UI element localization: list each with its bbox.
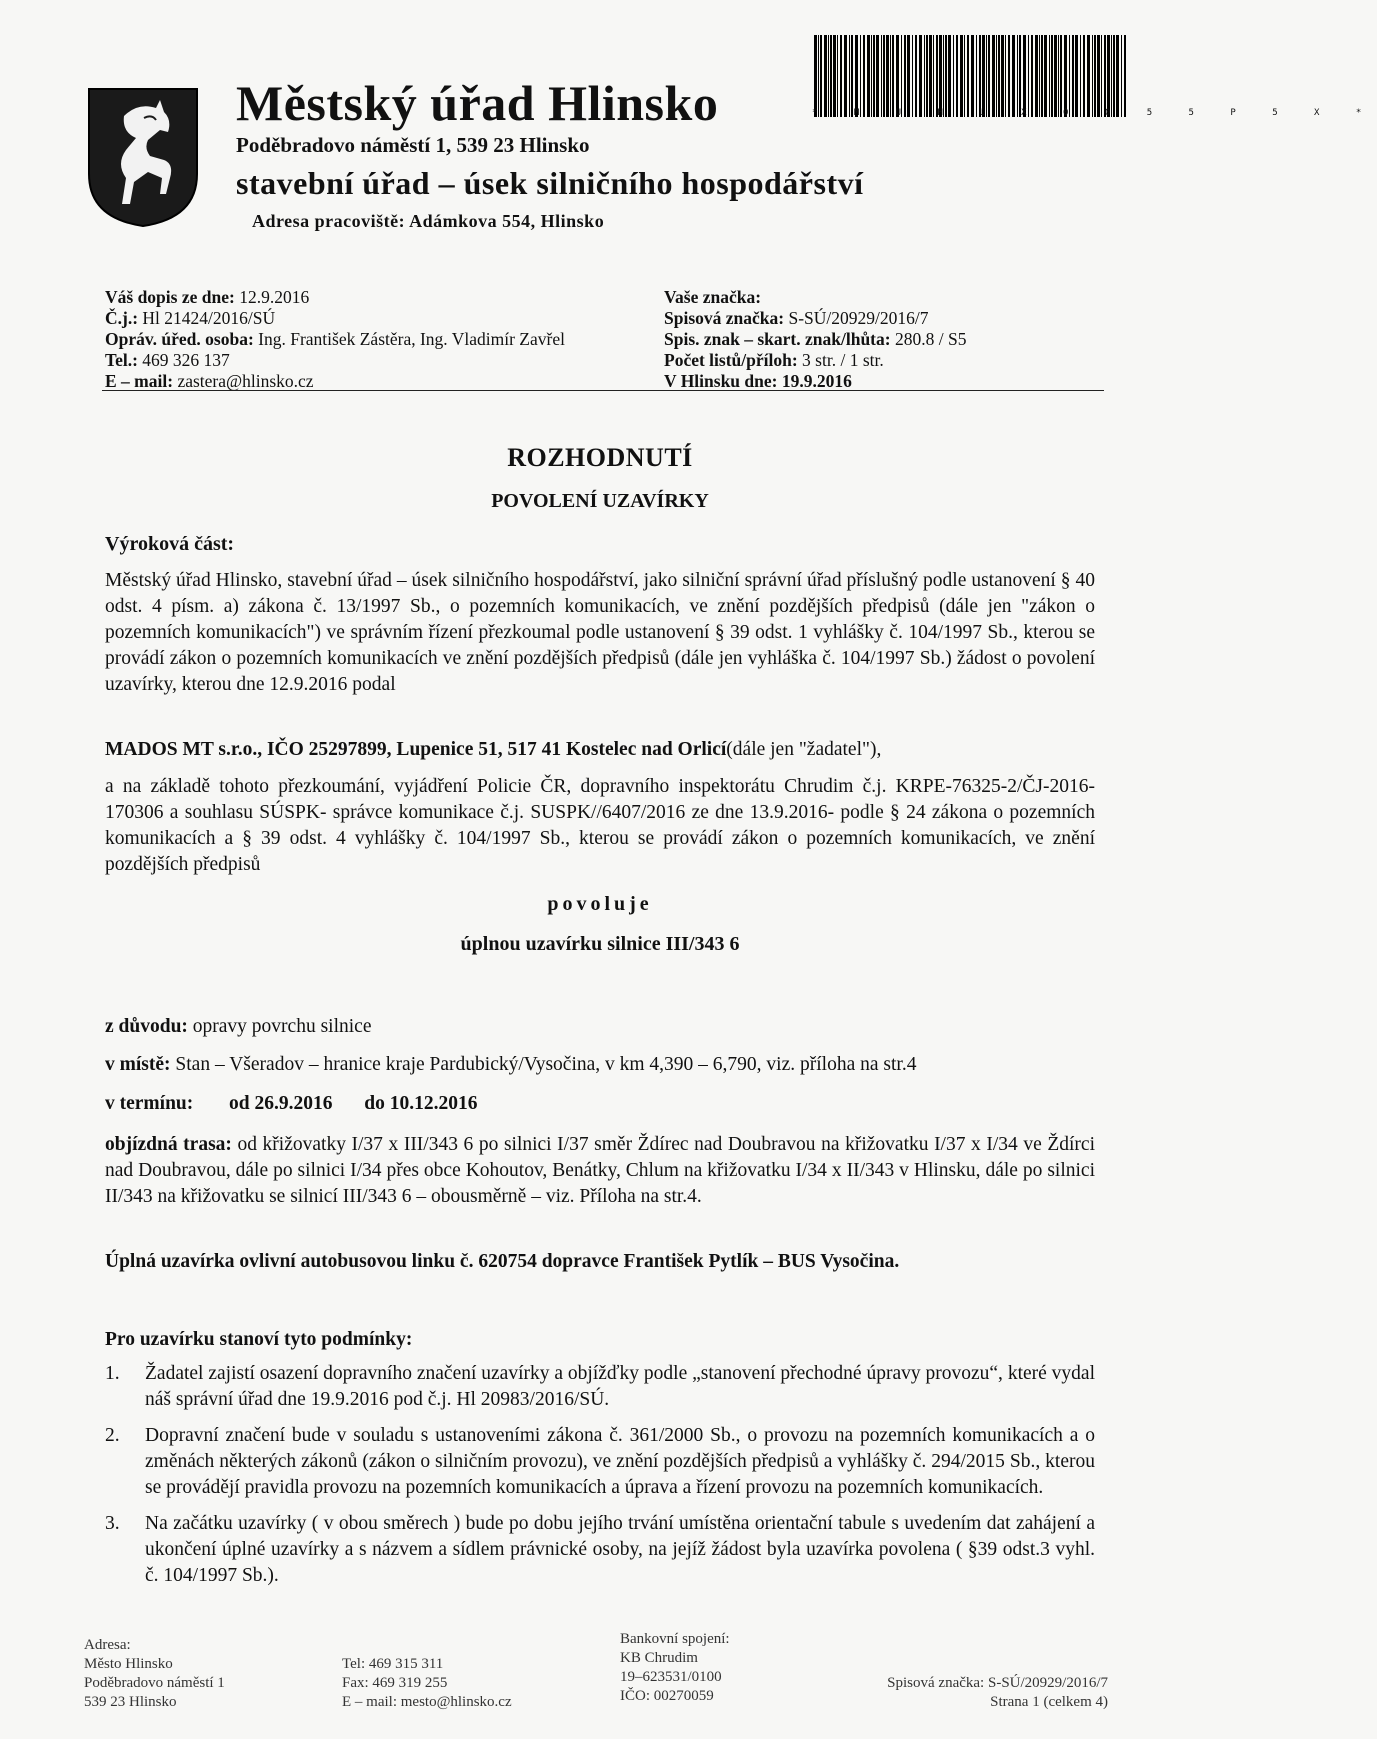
footer-line: Poděbradovo náměstí 1 [84, 1675, 225, 1691]
header-divider [102, 390, 1104, 391]
barcode-bar [1121, 35, 1122, 117]
barcode-bar [1008, 35, 1010, 117]
barcode-bar [883, 35, 885, 117]
barcode-bar [896, 35, 899, 117]
barcode-bar [1101, 35, 1102, 117]
work-address: Adresa pracoviště: Adámkova 554, Hlinsko [252, 211, 605, 231]
reference-label: Váš dopis ze dne: [105, 287, 235, 307]
reference-label: V Hlinsku dne: 19.9.2016 [664, 371, 852, 391]
reference-row [105, 371, 565, 392]
barcode-bar [863, 35, 865, 117]
reference-right [664, 287, 966, 392]
barcode-bar [964, 35, 965, 117]
term-from: od 26.9.2016 [229, 1093, 333, 1114]
barcode-bar [1041, 35, 1043, 117]
term-row [105, 1093, 478, 1115]
barcode-bar [929, 35, 932, 117]
barcode-bar [986, 35, 987, 117]
footer-line: 19–623531/0100 [620, 1669, 722, 1685]
barcode-bar [1080, 35, 1081, 117]
place-label: v místě: [105, 1054, 171, 1075]
footer-line: Bankovní spojení: [620, 1631, 730, 1647]
footer-file [830, 1636, 1108, 1712]
barcode-bar [926, 35, 928, 117]
barcode-bar [833, 35, 836, 117]
barcode-bar [1023, 35, 1026, 117]
reference-row [105, 308, 565, 329]
barcode-bar [1104, 35, 1106, 117]
footer-line: Tel: 469 315 311 [342, 1656, 444, 1672]
barcode-bar [976, 35, 977, 117]
barcode-bar [860, 35, 861, 117]
reference-row [105, 329, 565, 350]
barcode-bar [1087, 35, 1090, 117]
barcode-bar [1005, 35, 1006, 117]
barcode-bar [1097, 35, 1100, 117]
barcode-bar [1092, 35, 1093, 117]
barcode-bar [945, 35, 947, 117]
barcode-bar [867, 35, 870, 117]
footer-line: Adresa: [84, 1637, 131, 1653]
footer-line: Spisová značka: S-SÚ/20929/2016/7 [887, 1675, 1108, 1691]
barcode-bar [1049, 35, 1050, 117]
reference-row [105, 287, 565, 308]
reference-value: S-SÚ/20929/2016/7 [784, 308, 929, 328]
barcode-bar [844, 35, 847, 117]
document-subtitle: POVOLENÍ UZAVÍRKY [491, 490, 709, 512]
barcode-bar [1107, 35, 1110, 117]
barcode-bar [936, 35, 938, 117]
decision-word: povoluje [547, 893, 653, 915]
reference-row [664, 329, 966, 350]
reference-value: 280.8 / S5 [890, 329, 967, 349]
reference-label: E – mail: [105, 371, 174, 391]
barcode-text: * M U H L X 0 0 5 5 P 5 X * [812, 108, 1377, 118]
barcode [812, 35, 1377, 118]
condition-number: 3. [105, 1513, 120, 1534]
applicant-name: MADOS MT s.r.o., IČO 25297899, Lupenice 51, 517 41 Kostelec nad Orlicí [105, 739, 727, 760]
barcode-bar [953, 35, 954, 117]
barcode-bar [907, 35, 910, 117]
barcode-bar [998, 35, 1000, 117]
barcode-bar [830, 35, 832, 117]
office-address: Poděbradovo náměstí 1, 539 23 Hlinsko [236, 133, 590, 157]
barcode-bar [1069, 35, 1070, 117]
paragraph-intro: Městský úřad Hlinsko, stavební úřad – úsek silničního hospodářství, jako silniční správní úřad příslušný podle ustanovení § 40 odst. 4 písm. a) zákona č. 13/1997 Sb., o pozemních komunikacích, ve znění pozdějších předpisů (dále jen "zákon o pozemních komunikacích") ve správním řízení přezkoumal podle ustanovení § 39 odst. 1 vyhlášky č. 104/1997 Sb., kterou se provádí zákon o pozemních komunikacích ve znění pozdějších předpisů (dále jen vyhláška č. 104/1997 Sb.) žádost o povolení uzavírky, kterou dne 12.9.2016 podal [105, 570, 1095, 695]
barcode-bar [840, 35, 842, 117]
reference-row [664, 287, 966, 308]
barcode-bar [814, 35, 817, 117]
condition-text: Žadatel zajistí osazení dopravního značení uzavírky a objížďky podle „stanovení přechodné úpravy provozu“, které vydal náš správní úřad dne 19.9.2016 pod č.j. Hl 20983/2016/SÚ. [145, 1363, 1095, 1410]
barcode-bar [904, 35, 906, 117]
barcode-bar [1111, 35, 1112, 117]
barcode-bar [1017, 35, 1018, 117]
reference-row [664, 350, 966, 371]
reference-value: zastera@hlinsko.cz [173, 371, 314, 391]
reference-row [664, 371, 966, 392]
barcode-bar [982, 35, 985, 117]
barcode-bar [1094, 35, 1096, 117]
barcode-bar [892, 35, 894, 117]
reason-label: z důvodu: [105, 1016, 188, 1037]
footer-line: E – mail: mesto@hlinsko.cz [342, 1694, 512, 1710]
barcode-bar [939, 35, 942, 117]
barcode-bar [1028, 35, 1029, 117]
condition-number: 1. [105, 1363, 120, 1384]
footer-line: 539 23 Hlinsko [84, 1694, 177, 1710]
barcode-bar [871, 35, 872, 117]
barcode-bar [1054, 35, 1057, 117]
barcode-bar [943, 35, 944, 117]
barcode-bar [933, 35, 934, 117]
footer-line [830, 1636, 1108, 1655]
conditions-heading: Pro uzavírku stanoví tyto podmínky: [105, 1329, 413, 1350]
footer-line [342, 1636, 512, 1655]
barcode-bar [849, 35, 850, 117]
barcode-bar [837, 35, 838, 117]
barcode-bar [915, 35, 917, 117]
barcode-bar [979, 35, 981, 117]
barcode-bar [873, 35, 875, 117]
barcode-bar [1035, 35, 1038, 117]
reference-label: Tel.: [105, 350, 138, 370]
barcode-bar [818, 35, 819, 117]
reference-value: Ing. František Zástěra, Ing. Vladimír Zavřel [253, 329, 565, 349]
reference-label: Spis. znak – skart. znak/lhůta: [664, 329, 891, 349]
footer-line: IČO: 00270059 [620, 1688, 714, 1704]
barcode-bar [1083, 35, 1085, 117]
barcode-bar [855, 35, 858, 117]
term-label: v termínu: [105, 1093, 194, 1114]
barcode-bar [971, 35, 974, 117]
barcode-bar [890, 35, 891, 117]
barcode-bar [886, 35, 889, 117]
footer-line [830, 1655, 1108, 1674]
footer-line: Město Hlinsko [84, 1656, 173, 1672]
reference-value: 3 str. / 1 str. [797, 350, 884, 370]
reference-value: 469 326 137 [137, 350, 230, 370]
applicant-line [105, 737, 1095, 763]
barcode-bar [881, 35, 882, 117]
barcode-bar [996, 35, 997, 117]
decision-object: úplnou uzavírku silnice III/343 6 [460, 933, 740, 955]
footer-address [84, 1636, 225, 1712]
barcode-bar [824, 35, 827, 117]
condition-text: Dopravní značení bude v souladu s ustanoveními zákona č. 361/2000 Sb., o provozu na pozemních komunikacích a o změnách některých zákonů (zákon o silničním provozu), ve znění pozdějších předpisů a vyhlášky č. 294/2015 Sb., kterou se provádějí pravidla provozu na pozemních komunikacích a úprava a řízení provozu na pozemních komunikacích. [145, 1425, 1095, 1498]
reference-label: Č.j.: [105, 308, 139, 328]
footer-line: Strana 1 (celkem 4) [990, 1694, 1108, 1710]
barcode-bar [956, 35, 958, 117]
paragraph-basis: a na základě tohoto přezkoumání, vyjádření Policie ČR, dopravního inspektorátu Chrudim č.j. KRPE-76325-2/ČJ-2016-170306 a souhlasu SÚSPK- správce komunikace č.j. SUSPK//6407/2016 ze dne 13.9.2016- podle § 24 zákona o pozemních komunikacích a § 39 odst. 4 vyhlášky č. 104/1997 Sb., kterou se provádí zákon o pozemních komunikacích, ve znění pozdějších předpisů [105, 776, 1095, 875]
barcode-bar [948, 35, 951, 117]
condition-item [105, 1361, 1095, 1413]
barcode-bar [851, 35, 853, 117]
applicant-note: (dále jen "žadatel"), [726, 739, 882, 760]
barcode-bar [1058, 35, 1059, 117]
reason-row [105, 1016, 371, 1038]
barcode-bar [828, 35, 829, 117]
bus-notice: Úplná uzavírka ovlivní autobusovou linku č. 620754 dopravce František Pytlík – BUS Vysočina. [105, 1251, 900, 1272]
reference-value: 12.9.2016 [234, 287, 310, 307]
barcode-bar [1019, 35, 1021, 117]
condition-item [105, 1423, 1095, 1501]
barcode-bar [919, 35, 922, 117]
section-label: Výroková část: [105, 533, 235, 555]
reference-label: Opráv. úřed. osoba: [105, 329, 254, 349]
footer-bank [620, 1630, 730, 1706]
barcode-bar [1031, 35, 1033, 117]
reference-left [105, 287, 565, 392]
place-row [105, 1054, 916, 1076]
barcode-bar [988, 35, 990, 117]
document-title: ROZHODNUTÍ [507, 443, 693, 472]
reference-label: Vaše značka: [664, 287, 762, 307]
coat-of-arms-logo [86, 86, 200, 228]
reference-row [105, 350, 565, 371]
barcode-bar [960, 35, 963, 117]
barcode-bar [1044, 35, 1047, 117]
barcode-bar [912, 35, 913, 117]
barcode-bar [1075, 35, 1078, 117]
barcode-bar [901, 35, 902, 117]
footer-line: Fax: 469 319 255 [342, 1675, 448, 1691]
barcode-bar [820, 35, 822, 117]
detour-row [105, 1132, 1095, 1210]
reference-label: Spisová značka: [664, 308, 785, 328]
department-name: stavební úřad – úsek silničního hospodářství [236, 165, 864, 201]
barcode-bar [992, 35, 995, 117]
barcode-bar [1072, 35, 1074, 117]
footer-contact [342, 1636, 512, 1712]
barcode-bar [1051, 35, 1053, 117]
barcode-bar [1039, 35, 1040, 117]
barcode-bar [1012, 35, 1015, 117]
barcode-bar [1124, 35, 1126, 117]
barcode-bar [1116, 35, 1119, 117]
condition-text: Na začátku uzavírky ( v obou směrech ) bude po dobu jejího trvání umístěna orientační tabule s uvedením dat zahájení a ukončení úplné uzavírky a s názvem a sídlem právnické osoby, na jejíž žádost byla uzavírka povolena ( §39 odst.3 vyhl. č. 104/1997 Sb.). [145, 1513, 1095, 1586]
barcode-bar [1001, 35, 1004, 117]
footer-line: KB Chrudim [620, 1650, 698, 1666]
office-title: Městský úřad Hlinsko [236, 75, 719, 131]
detour-label: objízdná trasa: [105, 1134, 232, 1155]
barcode-bar [1060, 35, 1062, 117]
barcode-bar [924, 35, 925, 117]
condition-number: 2. [105, 1425, 120, 1446]
condition-item [105, 1511, 1095, 1589]
reference-label: Počet listů/příloh: [664, 350, 798, 370]
barcode-bar [876, 35, 879, 117]
reason-value: opravy povrchu silnice [187, 1016, 372, 1037]
term-to: do 10.12.2016 [364, 1093, 478, 1114]
reference-row [664, 308, 966, 329]
barcode-bar [967, 35, 969, 117]
barcode-bar [1064, 35, 1067, 117]
detour-value: od křižovatky I/37 x III/343 6 po silnici I/37 směr Ždírec nad Doubravou na křižovatku I/37 x I/34 ve Ždírci nad Doubravou, dále po silnici I/34 přes obce Kohoutov, Benátky, Chlum na křižovatku I/34 x II/343 v Hlinsku, dále po silnici II/343 na křižovatku se silnicí III/343 6 – obousměrně – viz. Příloha na str.4. [105, 1134, 1095, 1207]
barcode-bar [1113, 35, 1115, 117]
conditions-list [105, 1361, 1095, 1599]
reference-value: Hl 21424/2016/SÚ [138, 308, 276, 328]
place-value: Stan – Všeradov – hranice kraje Pardubický/Vysočina, v km 4,390 – 6,790, viz. příloha na str.4 [170, 1054, 917, 1075]
